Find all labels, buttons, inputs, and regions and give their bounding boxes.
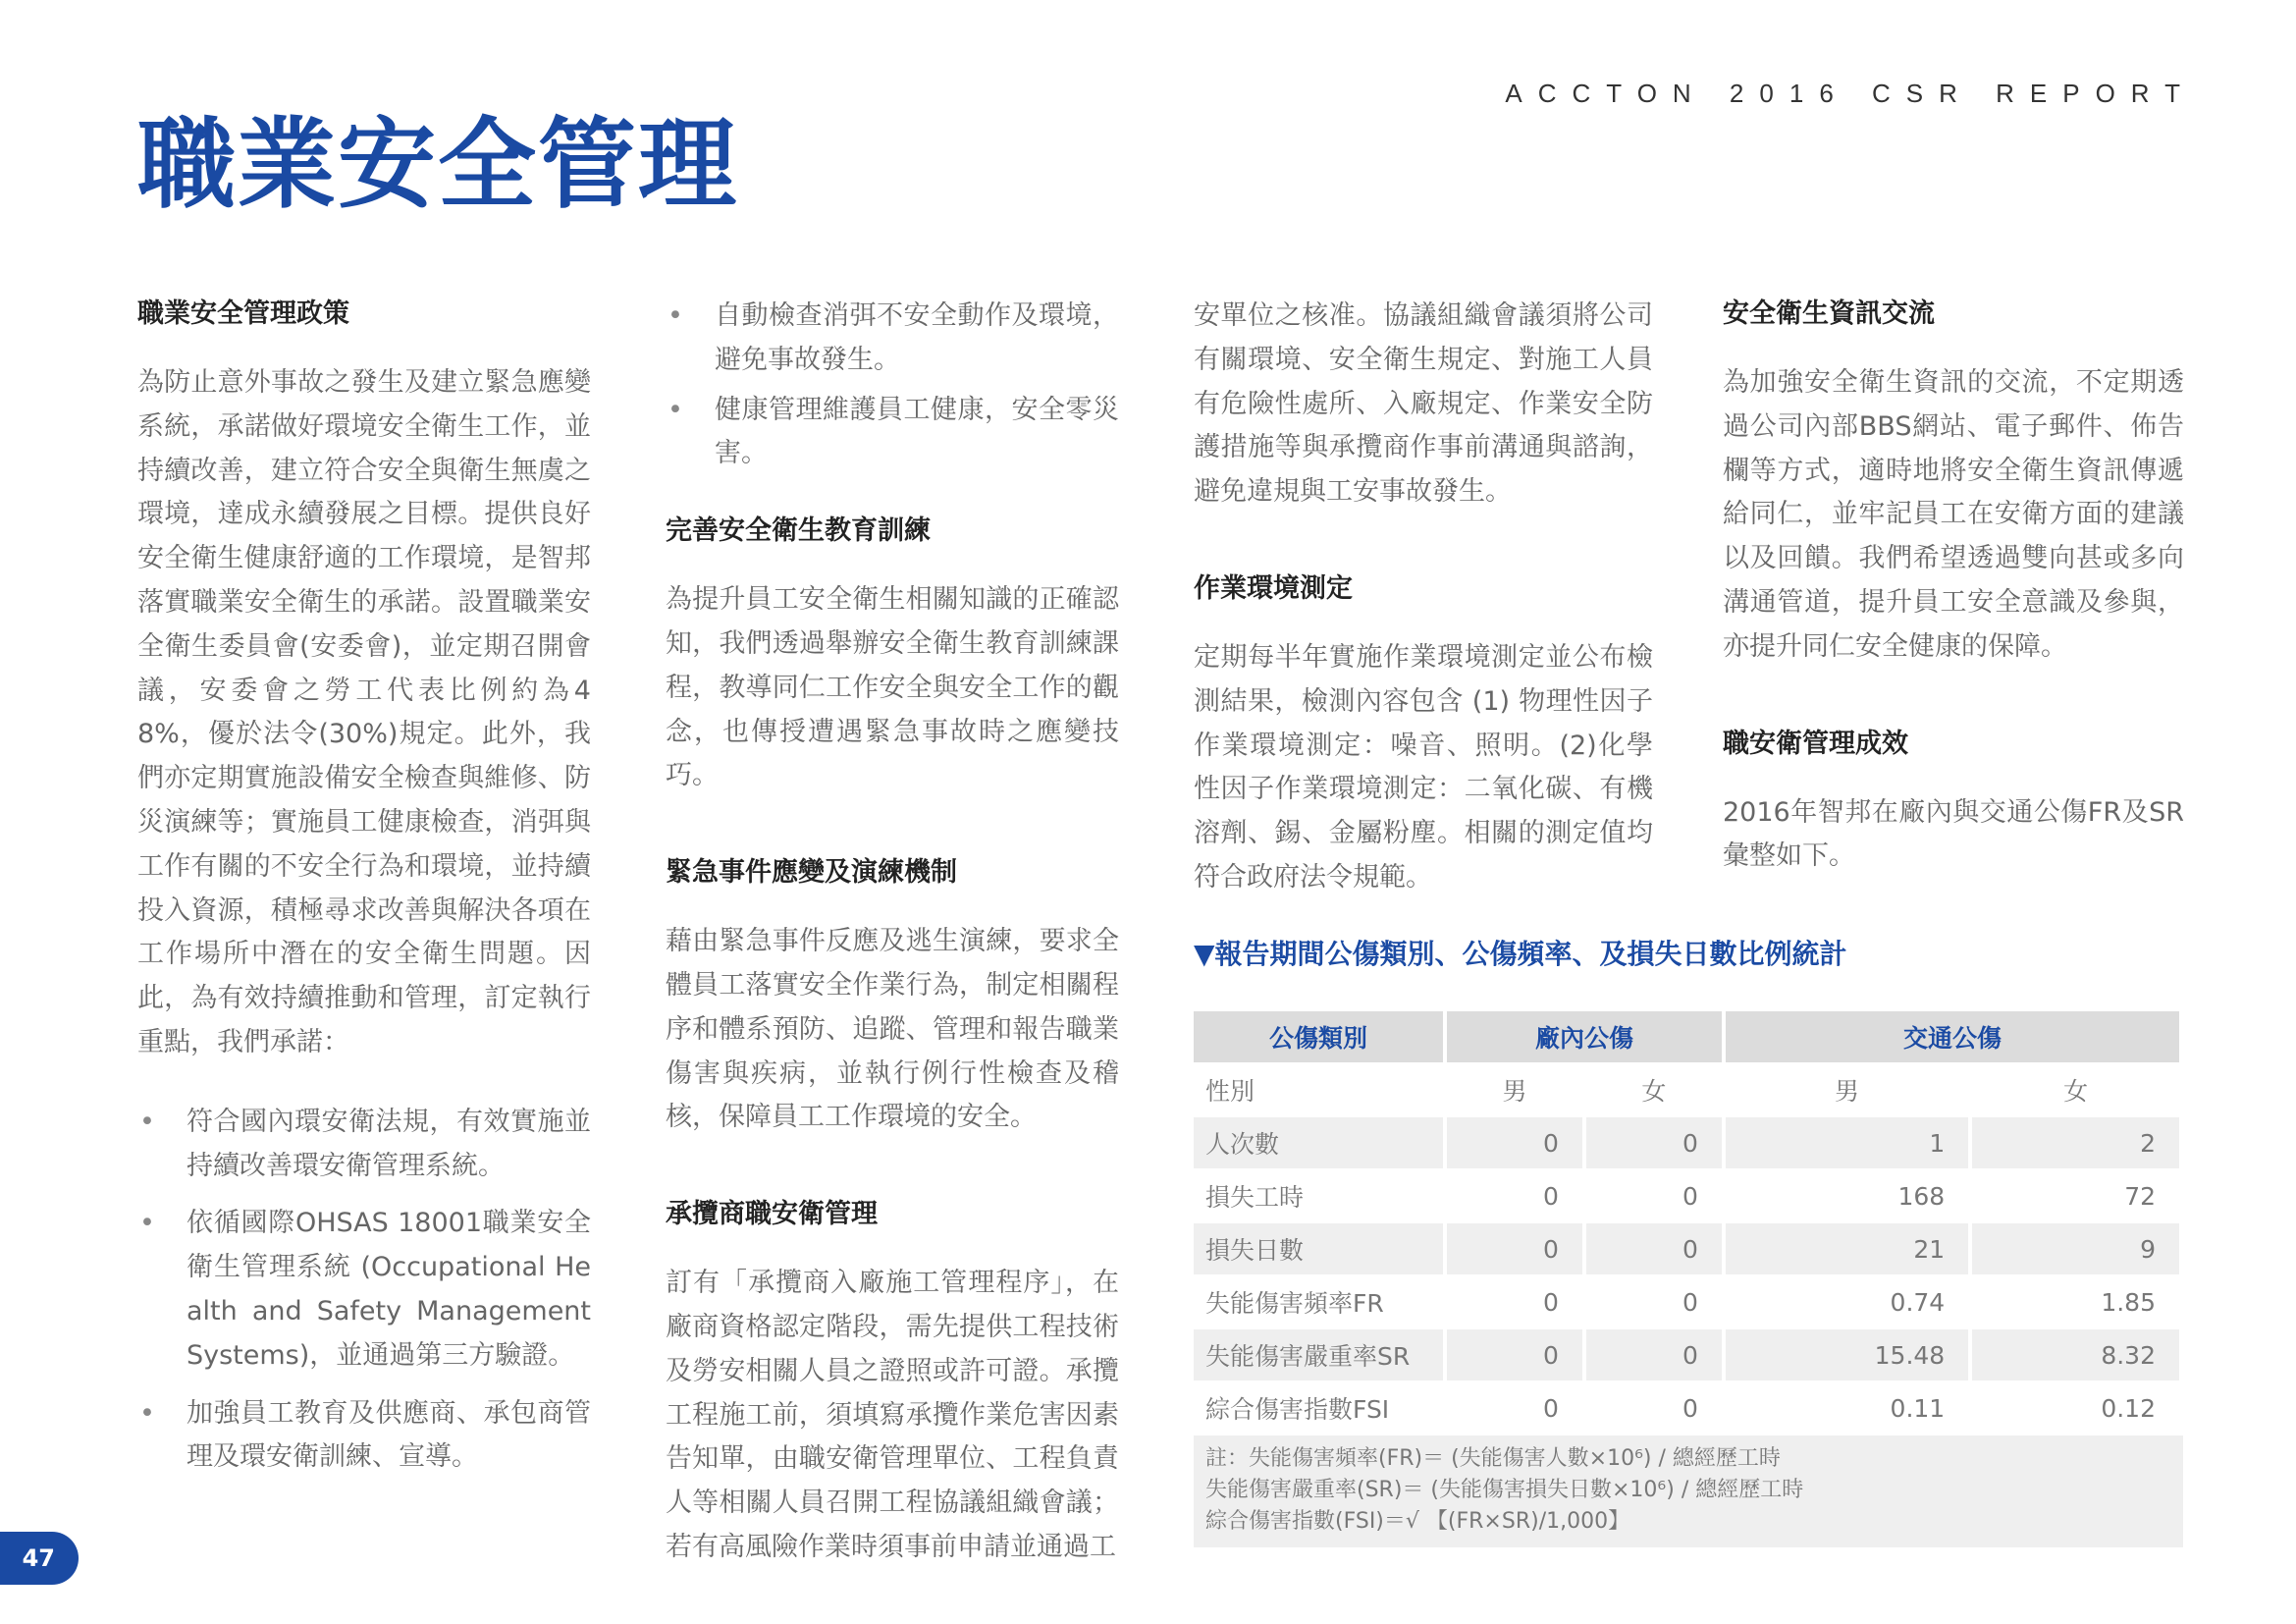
table-title: ▼報告期間公傷類別、公傷頻率、及損失日數比例統計 xyxy=(1194,938,1847,970)
table-cell: 0 xyxy=(1586,1329,1722,1382)
table-cell: 21 xyxy=(1726,1223,1968,1276)
policy-bullet-list-continued xyxy=(666,295,1119,476)
table-row xyxy=(1194,1117,2179,1170)
row-label: 人次數 xyxy=(1194,1117,1443,1170)
report-header: ACCTON 2016 CSR REPORT xyxy=(1505,79,2196,108)
note-sr: 失能傷害嚴重率(SR)＝ (失能傷害損失日數×10⁶) / 總經歷工時 xyxy=(1205,1478,1804,1502)
training-body: 為提升員工安全衛生相關知識的正確認知，我們透過舉辦安全衛生教育訓練課程，教導同仁工作安全與安全工作的觀念，也傳授遭遇緊急事故時之應變技巧。 xyxy=(666,584,1119,791)
header-traffic: 交通公傷 xyxy=(1726,1011,2179,1064)
row-label: 性別 xyxy=(1194,1064,1443,1117)
contractor-body: 訂有「承攬商入廠施工管理程序」，在廠商資格認定階段，需先提供工程技術及勞安相關人員之證照或許可證。承攬工程施工前，須填寫承攬作業危害因素告知單，由職安衛管理單位、工程負責人等相關人員召開工程協議組織會議；若有高風險作業時須事前申請並通過工 xyxy=(666,1268,1119,1562)
column-2 xyxy=(666,295,1119,1570)
environment-heading: 作業環境測定 xyxy=(1194,572,1353,604)
table-cell: 0.12 xyxy=(1972,1382,2179,1435)
list-item: • 健康管理維護員工健康，安全零災害。 xyxy=(666,389,1119,477)
contractor-heading: 承攬商職安衛管理 xyxy=(666,1199,878,1230)
gender-cell: 男 xyxy=(1447,1064,1582,1117)
gender-cell: 女 xyxy=(1586,1064,1722,1117)
table-cell: 0 xyxy=(1447,1170,1582,1223)
row-label: 綜合傷害指數FSI xyxy=(1194,1382,1443,1435)
training-heading: 完善安全衛生教育訓練 xyxy=(666,515,931,547)
list-item: • 加強員工教育及供應商、承包商管理及環安衛訓練、宣導。 xyxy=(137,1392,591,1481)
table-cell: 1 xyxy=(1726,1117,1968,1170)
injury-stats-table xyxy=(1190,1011,2183,1435)
table-cell: 0.11 xyxy=(1726,1382,1968,1435)
table-row xyxy=(1194,1382,2179,1435)
emergency-body: 藉由緊急事件反應及逃生演練，要求全體員工落實安全作業行為，制定相關程序和體系預防、追蹤、管理和報告職業傷害與疾病，並執行例行性檢查及稽核，保障員工工作環境的安全。 xyxy=(666,926,1119,1133)
results-heading: 職安衛管理成效 xyxy=(1723,728,1908,759)
table-cell: 168 xyxy=(1726,1170,1968,1223)
communication-heading: 安全衛生資訊交流 xyxy=(1723,298,1935,329)
table-cell: 0 xyxy=(1586,1170,1722,1223)
table-cell: 15.48 xyxy=(1726,1329,1968,1382)
note-fr: 註：失能傷害頻率(FR)＝ (失能傷害人數×10⁶) / 總經歷工時 xyxy=(1205,1446,1781,1471)
table-row-gender xyxy=(1194,1064,2179,1117)
table-cell: 72 xyxy=(1972,1170,2179,1223)
row-label: 損失工時 xyxy=(1194,1170,1443,1223)
list-item: • 自動檢查消弭不安全動作及環境，避免事故發生。 xyxy=(666,295,1119,383)
table-cell: 0 xyxy=(1447,1382,1582,1435)
environment-body: 定期每半年實施作業環境測定並公布檢測結果，檢測內容包含 (1) 物理性因子作業環境測定：噪音、照明。(2)化學性因子作業環境測定：二氧化碳、有機溶劑、錫、金屬粉塵。相關的測定值均符合政府法令規範。 xyxy=(1194,641,1653,893)
table-cell: 2 xyxy=(1972,1117,2179,1170)
table-header-row xyxy=(1194,1011,2179,1064)
injury-stats-table-wrap xyxy=(1194,1011,2183,1547)
column-1 xyxy=(137,295,591,1493)
policy-body: 為防止意外事故之發生及建立緊急應變系統，承諾做好環境安全衛生工作，並持續改善，建立符合安全與衛生無虞之環境，達成永續發展之目標。提供良好安全衛生健康舒適的工作環境，是智邦落實職業安全衛生的承諾。設置職業安全衛生委員會(安委會)，並定期召開會議，安委會之勞工代表比例約為48%，優於法令(30%)規定。此外，我們亦定期實施設備安全檢查與維修、防災演練等；實施員工健康檢查，消弭與工作有關的不安全行為和環境，並持續投入資源，積極尋求改善與解決各項在工作場所中潛在的安全衛生問題。因此，為有效持續推動和管理，訂定執行重點，我們承諾： xyxy=(137,367,591,1057)
header-category: 公傷類別 xyxy=(1194,1011,1443,1064)
page-number: 47 xyxy=(22,1544,55,1572)
note-fsi: 綜合傷害指數(FSI)＝√ 【(FR×SR)/1,000】 xyxy=(1205,1509,1630,1534)
list-item: • 符合國內環安衛法規，有效實施並持續改善環安衛管理系統。 xyxy=(137,1101,591,1189)
header-in-plant: 廠內公傷 xyxy=(1447,1011,1722,1064)
table-row xyxy=(1194,1276,2179,1329)
table-cell: 0 xyxy=(1586,1117,1722,1170)
table-cell: 0 xyxy=(1586,1276,1722,1329)
table-cell: 9 xyxy=(1972,1223,2179,1276)
row-label: 損失日數 xyxy=(1194,1223,1443,1276)
contractor-body-continued: 安單位之核准。協議組織會議須將公司有關環境、安全衛生規定、對施工人員有危險性處所、入廠規定、作業安全防護措施等與承攬商作事前溝通與諮詢，避免違規與工安事故發生。 xyxy=(1194,300,1653,508)
table-cell: 0 xyxy=(1447,1117,1582,1170)
emergency-heading: 緊急事件應變及演練機制 xyxy=(666,857,957,889)
table-row xyxy=(1194,1170,2179,1223)
table-cell: 0 xyxy=(1586,1223,1722,1276)
results-body: 2016年智邦在廠內與交通公傷FR及SR彙整如下。 xyxy=(1723,796,2184,872)
table-cell: 1.85 xyxy=(1972,1276,2179,1329)
page-title: 職業安全管理 xyxy=(137,107,738,222)
table-cell: 0 xyxy=(1447,1276,1582,1329)
communication-body: 為加強安全衛生資訊的交流，不定期透過公司內部BBS網站、電子郵件、佈告欄等方式，適時地將安全衛生資訊傳遞給同仁，並牢記員工在安衛方面的建議以及回饋。我們希望透過雙向甚或多向溝通管道，提升員工安全意識及參與，亦提升同仁安全健康的保障。 xyxy=(1723,367,2184,662)
row-label: 失能傷害嚴重率SR xyxy=(1194,1329,1443,1382)
gender-cell: 男 xyxy=(1726,1064,1968,1117)
table-cell: 0 xyxy=(1586,1382,1722,1435)
table-cell: 0 xyxy=(1447,1223,1582,1276)
table-cell: 0 xyxy=(1447,1329,1582,1382)
row-label: 失能傷害頻率FR xyxy=(1194,1276,1443,1329)
list-item: • 依循國際OHSAS 18001職業安全衛生管理系統 (Occupational Health and Safety Management Systems)，並通過第三方驗證。 xyxy=(137,1202,591,1378)
policy-bullet-list xyxy=(137,1101,591,1480)
table-cell: 8.32 xyxy=(1972,1329,2179,1382)
page-number-badge xyxy=(0,1532,79,1585)
column-4 xyxy=(1723,295,2184,879)
table-row xyxy=(1194,1329,2179,1382)
table-row xyxy=(1194,1223,2179,1276)
column-3 xyxy=(1194,295,1653,900)
table-cell: 0.74 xyxy=(1726,1276,1968,1329)
policy-heading: 職業安全管理政策 xyxy=(137,298,349,329)
gender-cell: 女 xyxy=(1972,1064,2179,1117)
table-notes xyxy=(1194,1435,2183,1547)
